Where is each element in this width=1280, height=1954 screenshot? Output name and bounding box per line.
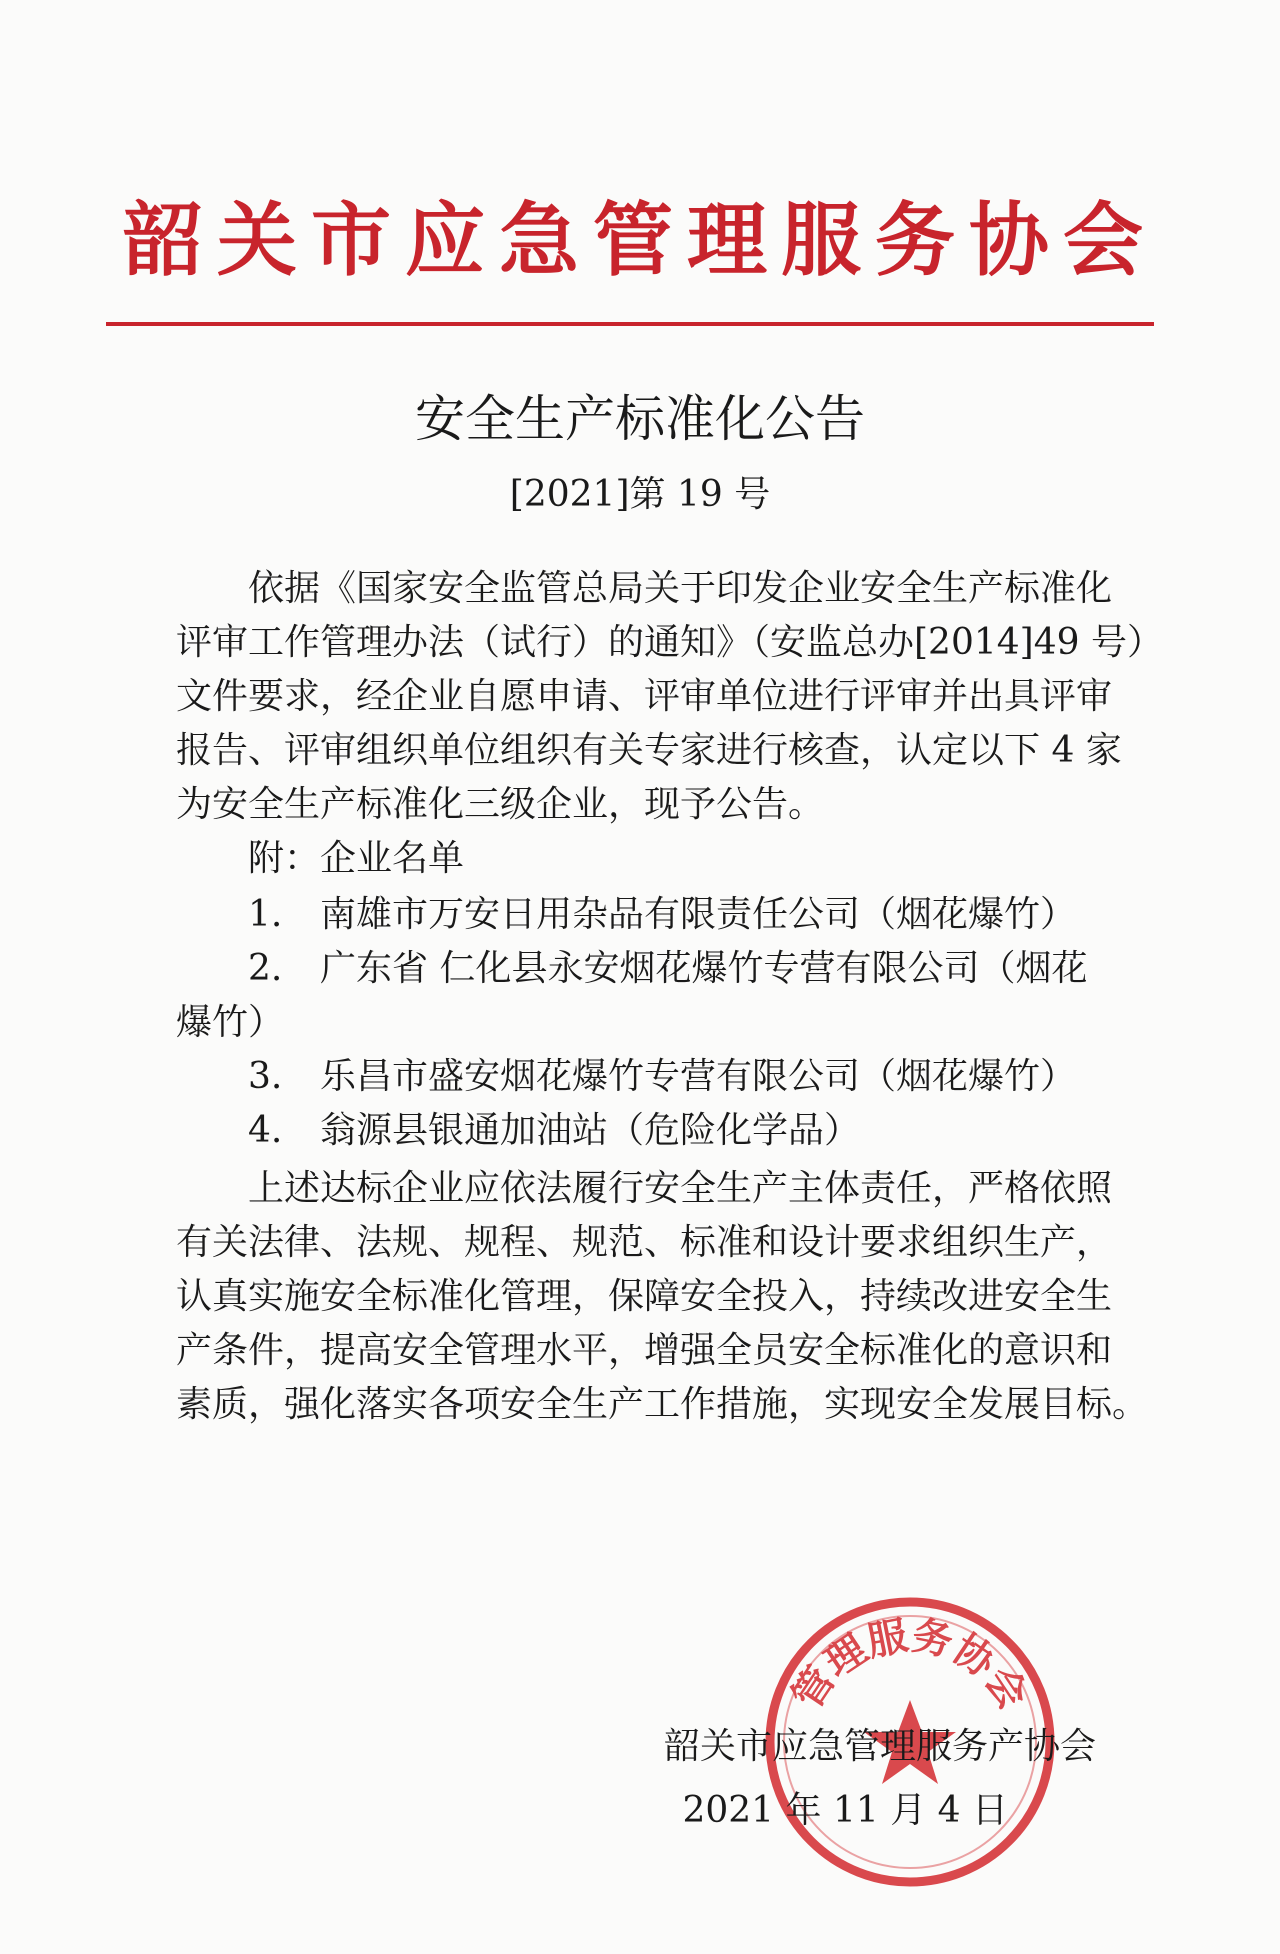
enterprise-item (176, 1104, 1096, 1158)
signature-org-name: 韶关市应急管理服务产协会 (663, 1726, 1096, 1767)
intro-line: 依据《国家安全监管总局关于印发企业安全生产标准化 (248, 568, 1113, 609)
intro-line: 为安全生产标准化三级企业，现予公告。 (176, 784, 825, 825)
enterprise-name: 翁源县银通加油站（危险化学品） (320, 1110, 861, 1151)
masthead-red-rule (106, 322, 1154, 326)
enterprise-number: 3. (248, 1056, 283, 1097)
enterprise-number: 1. (248, 894, 283, 935)
seal-text: 管理服务协会 (784, 1612, 1036, 1718)
enterprise-number: 4. (248, 1110, 283, 1151)
closing-paragraph (176, 1162, 1149, 1432)
notice-title: 安全生产标准化公告 (415, 390, 865, 448)
enterprise-name: 广东省 仁化县永安烟花爆竹专营有限公司（烟花 (320, 948, 1088, 989)
closing-line: 有关法律、法规、规程、规范、标准和设计要求组织生产， (176, 1222, 1113, 1263)
enterprise-name: 乐昌市盛安烟花爆竹专营有限公司（烟花爆竹） (320, 1056, 1077, 1097)
enterprise-name: 南雄市万安日用杂品有限责任公司（烟花爆竹） (320, 894, 1077, 935)
closing-line: 上述达标企业应依法履行安全生产主体责任，严格依照 (248, 1168, 1113, 1209)
intro-line: 评审工作管理办法（试行）的通知》（安监总办[2014]49 号） (176, 622, 1163, 663)
closing-line: 认真实施安全标准化管理，保障安全投入，持续改进安全生 (176, 1276, 1113, 1317)
enterprise-name-continued: 爆竹） (176, 1002, 285, 1043)
notice-number: [2021]第 19 号 (509, 474, 771, 515)
signature-date: 2021 年 11 月 4 日 (682, 1790, 1008, 1831)
enterprise-item (176, 1050, 1096, 1104)
closing-line: 素质，强化落实各项安全生产工作措施，实现安全发展目标。 (176, 1384, 1149, 1425)
intro-line: 文件要求，经企业自愿申请、评审单位进行评审并出具评审 (176, 676, 1113, 717)
intro-paragraph (176, 562, 1163, 832)
closing-line: 产条件，提高安全管理水平，增强全员安全标准化的意识和 (176, 1330, 1113, 1371)
enterprise-item (176, 942, 1096, 1050)
masthead-org-name: 韶关市应急管理服务协会 (123, 193, 1157, 287)
attachment-label: 附：企业名单 (248, 838, 465, 879)
enterprise-number: 2. (248, 948, 283, 989)
intro-line: 报告、评审组织单位组织有关专家进行核查，认定以下 4 家 (176, 730, 1122, 771)
enterprise-item (176, 888, 1096, 942)
